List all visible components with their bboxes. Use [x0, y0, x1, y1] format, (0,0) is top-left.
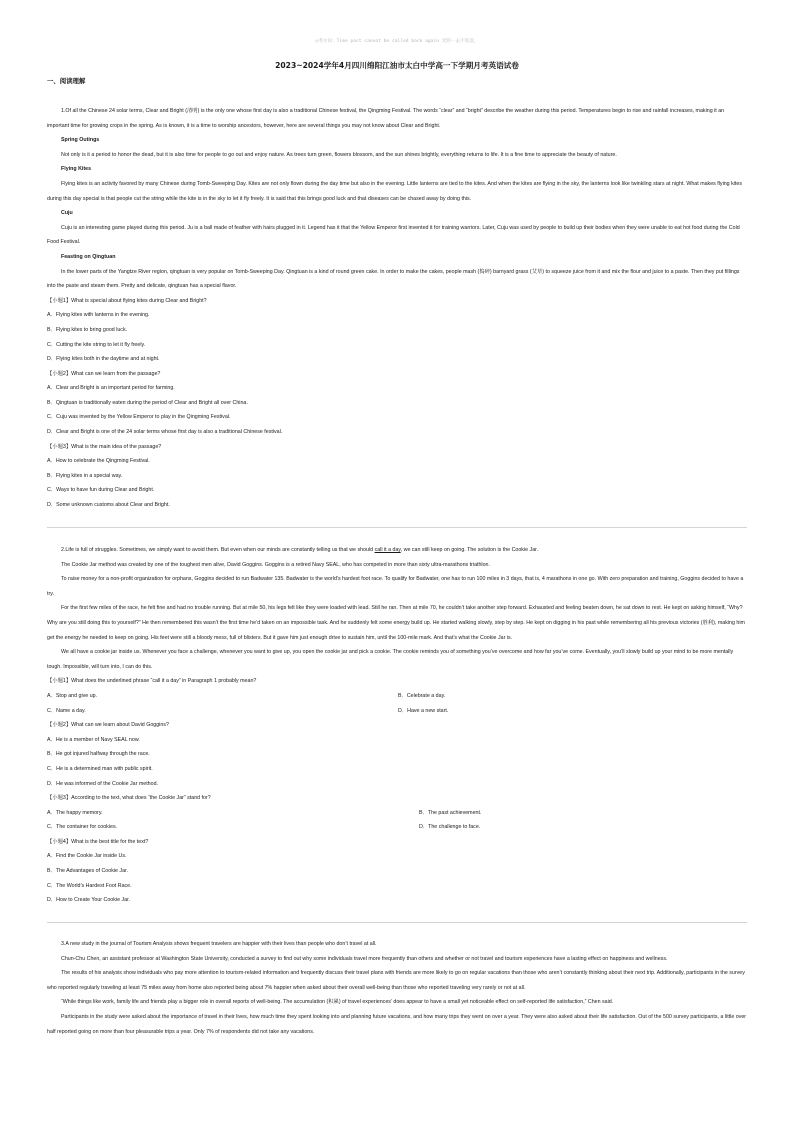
answer-option: A．Flying kites with lanterns in the evening. — [47, 312, 150, 319]
option-row — [47, 820, 747, 835]
passage-subheading: Feasting on Qingtuan — [61, 253, 116, 260]
answer-option: C．Cuju was invented by the Yellow Emperor to play in the Qingming Festival. — [47, 414, 231, 421]
passage-paragraph: The results of his analysis show individuals who pay more attention to tourism-related information and frequently discuss their travel plans with friends are more likely to go on regular vacations than those who aren’t constantly thinking about their next trip. Additionally, participants in the survey who reported regularly traveling at least 75 miles away from home also reported being about 7% happier when asked about their overall well-being than those who reported traveling very rarely or not at all. — [47, 970, 745, 991]
watermark-text: ◎考尔问：Time past cannot be called back again 光阴一去不复返。 — [315, 39, 479, 44]
option-row — [47, 704, 747, 719]
passage-subheading: Spring Outings — [61, 137, 100, 144]
passage-paragraph: For the first few miles of the race, he felt fine and had no trouble running. But at mile 50, his legs felt like they were loaded with lead. Still he ran. Then at mile 70, he couldn’t take another step forward. Exhausted and feeling beaten down, he sat down to rest. He kept on asking himself, “Why? Why are you still doing this to yourself?” He then remembered this wasn’t the first time he’d taken on an impossible task. And he suddenly felt some energy build up. He started walking slowly, step by step. He kept on digging in his past while remembering all his previous victories (胜利), making him get the energy he needed to keep on going. His feet were still a bloody mess, full of blisters. But it gave him just enough drive to sustain him, until the 100-mile mark. And that’s what the Cookie Jar is. — [47, 605, 745, 641]
answer-option: C．The container for cookies. — [47, 824, 118, 831]
answer-option: B．Celebrate a day. — [398, 692, 446, 699]
passage-paragraph: 1.Of all the Chinese 24 solar terms, Clear and Bright (清明) is the only one whose first day is also a traditional Chinese festival, the Qingming Festival. The words “clear” and “bright” describe the weather during this period. Temperatures begin to rise and rainfall increases, making it an important time for growing crops in the spring. As is known, it is a time to worship ancestors, however, here are several things you may not know about Clear and Bright. — [47, 108, 725, 129]
text-run: 2.Life is full of struggles. Sometimes, we simply want to avoid them. But even when our minds are constantly telling us that we should — [61, 547, 375, 553]
passage-paragraph — [47, 543, 747, 558]
question-stem: 【小题1】What does the underlined phrase “call it a day” in Paragraph 1 probably mean? — [47, 678, 257, 685]
passage-paragraph: Not only is it a period to honor the dead, but it is also time for people to go out and enjoy nature. As trees turn green, flowers blossom, and the sun shines brightly, everything returns to life. It is a fine time to appreciate the beauty of nature. — [61, 151, 617, 158]
answer-option: C．Cutting the kite string to let it fly freely. — [47, 341, 146, 348]
answer-option: A．Find the Cookie Jar inside Us. — [47, 853, 127, 860]
question-stem: 【小题4】What is the best title for the text? — [47, 838, 149, 845]
answer-option: D．Have a new start. — [398, 707, 449, 714]
passage-subheading: Cuju — [61, 210, 73, 217]
answer-option: D．He was informed of the Cookie Jar method. — [47, 780, 158, 787]
answer-option: A．Stop and give up. — [47, 692, 98, 699]
answer-option: B．Flying kites in a special way. — [47, 472, 123, 479]
question-stem: 【小题1】What is special about flying kites during Clear and Bright? — [47, 297, 207, 304]
answer-option: B．He got injured halfway through the race. — [47, 751, 150, 758]
option-row — [47, 806, 747, 821]
question-stem: 【小题2】What can we learn about David Goggins? — [47, 722, 169, 729]
underlined-phrase: call it a day — [374, 547, 401, 553]
passage-paragraph: We all have a cookie jar inside us. Whenever you face a challenge, whenever you want to give up, you open the cookie jar and pick a cookie. The cookie reminds you of something you’ve overcome and how far you’ve come. Eventually, you’ll slowly build up your mind to be more mentally tough. Impossible, will turn into, I can do this. — [47, 649, 734, 670]
answer-option: A．How to celebrate the Qingming Festival. — [47, 458, 150, 465]
exam-title: 2023~2024学年4月四川绵阳江油市太白中学高一下学期月考英语试卷 — [275, 61, 519, 70]
section-divider — [47, 922, 747, 923]
passage-paragraph: 3.A new study in the journal of Tourism Analysis shows frequent travelers are happier with their lives than people who don’t travel at all. — [61, 941, 377, 947]
passage-3 — [47, 937, 747, 1039]
answer-option: D．Clear and Bright is one of the 24 solar terms whose first day is also a traditional Chinese festival. — [47, 429, 283, 436]
passage-paragraph: Participants in the study were asked about the importance of travel in their lives, how much time they spent looking into and planning future vacations, and how many trips they went on over a year. They were also asked about their life satisfaction. Out of the 500 survey participants, a little over half reported going on more than four pleasurable trips a year. Only 7% of respondents did not take any vacations. — [47, 1013, 747, 1035]
answer-option: D．How to Create Your Cookie Jar. — [47, 897, 131, 904]
answer-option: C．Ways to have fun during Clear and Bright. — [47, 487, 155, 494]
answer-option: B．The Advantages of Cookie Jar. — [47, 868, 128, 875]
answer-option: D．The challenge to face. — [419, 824, 481, 831]
passage-paragraph: The Cookie Jar method was created by one of the toughest men alive, David Goggins. Goggins is a retired Navy SEAL, who has competed in more than sixty ultra-marathons triathlon. — [61, 561, 490, 568]
question-stem: 【小题3】What is the main idea of the passage? — [47, 443, 162, 450]
passage-1 — [47, 104, 747, 513]
answer-option: D．Some unknown customs about Clear and Bright. — [47, 502, 170, 509]
section-divider — [47, 527, 747, 528]
answer-option: A．He is a member of Navy SEAL now. — [47, 736, 140, 743]
passage-paragraph: Flying kites is an activity favored by many Chinese during Tomb-Sweeping Day. Kites are not only flown during the day time but also in the evening. Little lanterns are tied to the kites. And when the kites are flying in the sky, the lanterns look like twinkling stars at night. What makes flying kites during this day special is that people cut the string while the kite is in the sky to let it fly freely. It is said that this brings good luck and that diseases can be chased away by doing this. — [47, 180, 742, 202]
answer-option: A．The happy memory. — [47, 809, 103, 816]
text-run: , we can still keep on going. The solution is the Cookie Jar. — [400, 547, 539, 553]
answer-option: B．The past achievement. — [419, 809, 482, 816]
answer-option: C．The World’s Hardest Foot Race. — [47, 882, 132, 889]
passage-2 — [47, 543, 747, 908]
passage-paragraph: Cuju is an interesting game played during this period. Ju is a ball made of feather with hairs plugged in it. Legend has it that the Yellow Emperor first invented it for training warriors. Later, Cuju was used by people to build up their bodies when they were unable to eat hot food during the Cold Food Festival. — [47, 224, 740, 246]
question-stem: 【小题2】What can we learn from the passage? — [47, 370, 161, 377]
answer-option: C．He is a determined man with public spirit. — [47, 765, 153, 772]
answer-option: A．Clear and Bright is an important period for farming. — [47, 385, 175, 392]
question-stem: 【小题3】According to the text, what does “the Cookie Jar” stand for? — [47, 795, 211, 802]
passage-paragraph: In the lower parts of the Yangtze River region, qingtuan is very popular on Tomb-Sweeping Day. Qingtuan is a kind of round green cake. In order to make the cakes, people mash (捣碎) barnyard grass (艾草) to squeeze juice from it and mix the flour and juice to a paste. Then they put fillings into the paste and steam them. Pretty and delicate, qingtuan has a special flavor. — [47, 268, 740, 290]
answer-option: B．Flying kites to bring good luck. — [47, 326, 128, 333]
answer-option: B．Qingtuan is traditionally eaten during the period of Clear and Bright all over China. — [47, 399, 248, 406]
passage-paragraph: To raise money for a non-profit organization for orphans, Goggins decided to run Badwater 135. Badwater is the world’s hardest foot race. To qualify for Badwater, one has to run 100 miles in 3 days, that is, 4 marathons in one go. With zero preparation and training, Goggins decided to have a try. — [47, 576, 744, 597]
passage-paragraph: “While things like work, family life and friends play a bigger role in overall reports of well-being. The accumulation (积累) of travel experiences’ does appear to have a small yet noticeable effect on self-reported life satisfaction,” Chen said. — [61, 999, 614, 1006]
answer-option: D．Flying kites both in the daytime and at night. — [47, 356, 160, 363]
section-heading: 一、阅读理解 — [47, 77, 86, 85]
answer-option: C．Name a day. — [47, 707, 86, 714]
passage-subheading: Flying Kites — [61, 166, 92, 173]
passage-paragraph: Chun-Chu Chen, an assistant professor at Washington State University, conducted a survey to find out why some individuals travel more frequently than others and whether or not travel and tourism experiences have a lasting effect on happiness and wellness. — [61, 955, 668, 962]
option-row — [47, 689, 747, 704]
